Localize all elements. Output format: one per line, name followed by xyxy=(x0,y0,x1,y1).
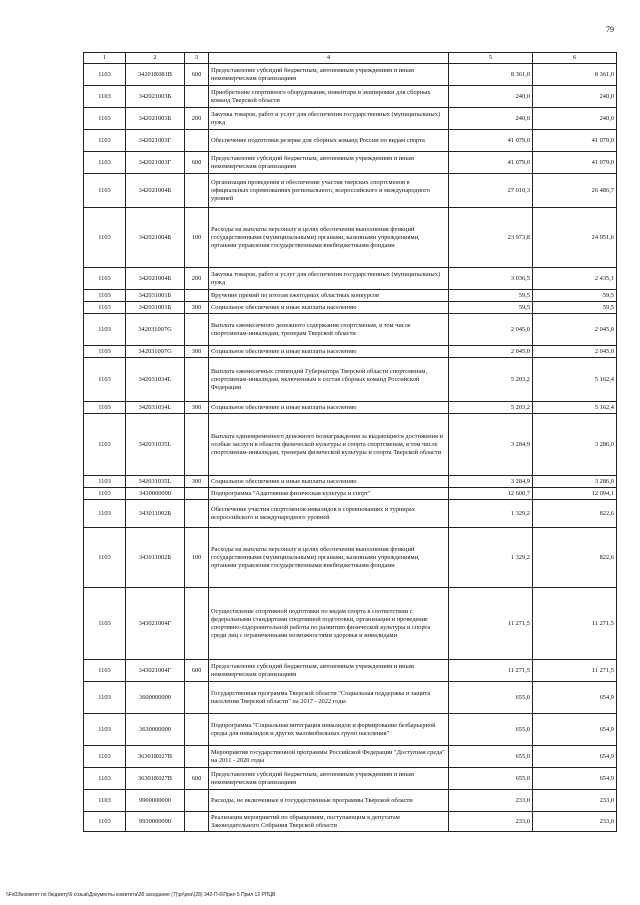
target-article-cell: 9930000000 xyxy=(126,812,185,832)
description-cell: Социальное обеспечение и иные выплаты населению xyxy=(209,402,449,414)
table-body xyxy=(84,64,617,832)
table-row xyxy=(84,714,617,746)
target-article-cell: 342021003Г xyxy=(126,130,185,152)
section-code-cell: 1103 xyxy=(84,86,126,108)
table-row xyxy=(84,476,617,488)
amount-2022-cell: 654,9 xyxy=(533,714,617,746)
expense-type-cell: 200 xyxy=(185,108,209,130)
description-cell: Предоставление субсидий бюджетным, автономным учреждениям и иным некоммерческим организациям xyxy=(209,768,449,790)
file-path-footer: \\Fs03\комитет по бюджету\6 созыв\Документы комитета\28 заседание (7)\pr\рез\(28) 342-П-6\Прил 5 Прил 12 РПЦВ xyxy=(6,892,276,898)
amount-2021-cell: 3 284,9 xyxy=(449,476,533,488)
budget-table xyxy=(83,52,617,832)
amount-2021-cell: 2 045,0 xyxy=(449,314,533,346)
amount-2021-cell: 3 036,5 xyxy=(449,268,533,290)
table-row xyxy=(84,402,617,414)
expense-type-cell: 600 xyxy=(185,64,209,86)
amount-2022-cell: 11 271,5 xyxy=(533,588,617,660)
amount-2021-cell: 27 010,3 xyxy=(449,174,533,208)
section-code-cell: 1103 xyxy=(84,358,126,402)
target-article-cell: 342021003Б xyxy=(126,86,185,108)
amount-2021-cell: 41 079,0 xyxy=(449,152,533,174)
amount-2022-cell: 654,9 xyxy=(533,746,617,768)
amount-2022-cell: 822,6 xyxy=(533,528,617,588)
target-article-cell: 342031001Б xyxy=(126,302,185,314)
amount-2021-cell: 655,0 xyxy=(449,746,533,768)
expense-type-cell xyxy=(185,290,209,302)
amount-2021-cell: 11 271,5 xyxy=(449,660,533,682)
amount-2021-cell: 41 079,0 xyxy=(449,130,533,152)
expense-type-cell xyxy=(185,790,209,812)
target-article-cell: 342031007G xyxy=(126,346,185,358)
target-article-cell: 34201R081В xyxy=(126,64,185,86)
expense-type-cell: 600 xyxy=(185,660,209,682)
table-row xyxy=(84,86,617,108)
target-article-cell: 342031001Б xyxy=(126,290,185,302)
amount-2022-cell: 233,0 xyxy=(533,790,617,812)
table-row xyxy=(84,358,617,402)
column-header: 2 xyxy=(126,53,185,64)
table-row xyxy=(84,500,617,528)
amount-2021-cell: 3 284,9 xyxy=(449,414,533,476)
table-row xyxy=(84,346,617,358)
description-cell: Осуществление спортивной подготовки по видам спорта в соответствии с федеральными стандартами спортивной подготовки, организация и проведение спортивно-оздоровительной работы по развитию физической культуры и спорта среди лиц с ограниченными возможностями здоровья и инвалидами xyxy=(209,588,449,660)
table-row xyxy=(84,268,617,290)
table-row xyxy=(84,64,617,86)
description-cell: Организация проведения и обеспечение участия тверских спортсменов в официальных соревнованиях регионального, всероссийского и международного уровней xyxy=(209,174,449,208)
amount-2021-cell: 8 361,0 xyxy=(449,64,533,86)
section-code-cell: 1103 xyxy=(84,660,126,682)
section-code-cell: 1103 xyxy=(84,346,126,358)
table-row xyxy=(84,414,617,476)
table-row xyxy=(84,174,617,208)
table-row xyxy=(84,314,617,346)
expense-type-cell: 600 xyxy=(185,768,209,790)
table-row xyxy=(84,682,617,714)
section-code-cell: 1103 xyxy=(84,414,126,476)
table-row xyxy=(84,588,617,660)
target-article-cell: 343011002Б xyxy=(126,528,185,588)
description-cell: Закупка товаров, работ и услуг для обеспечения государственных (муниципальных) нужд xyxy=(209,268,449,290)
expense-type-cell xyxy=(185,812,209,832)
section-code-cell: 1103 xyxy=(84,790,126,812)
amount-2022-cell: 822,6 xyxy=(533,500,617,528)
amount-2021-cell: 655,0 xyxy=(449,714,533,746)
amount-2022-cell: 233,0 xyxy=(533,812,617,832)
target-article-cell: 342031007G xyxy=(126,314,185,346)
section-code-cell: 1103 xyxy=(84,500,126,528)
description-cell: Подпрограмма "Социальная интеграция инвалидов и формирование безбарьерной среды для инвалидов и других маломобильных групп населения" xyxy=(209,714,449,746)
section-code-cell: 1103 xyxy=(84,746,126,768)
table-row xyxy=(84,130,617,152)
amount-2021-cell: 233,0 xyxy=(449,812,533,832)
description-cell: Социальное обеспечение и иные выплаты населению xyxy=(209,346,449,358)
target-article-cell: 342031035L xyxy=(126,476,185,488)
section-code-cell: 1103 xyxy=(84,812,126,832)
amount-2022-cell: 5 162,4 xyxy=(533,358,617,402)
description-cell: Мероприятия государственной программы Российской Федерации "Доступная среда" на 2011 - 2020 годы xyxy=(209,746,449,768)
description-cell: Предоставление субсидий бюджетным, автономным учреждениям и иным некоммерческим организациям xyxy=(209,152,449,174)
section-code-cell: 1103 xyxy=(84,488,126,500)
amount-2022-cell: 2 045,0 xyxy=(533,346,617,358)
expense-type-cell xyxy=(185,714,209,746)
description-cell: Реализация мероприятий по обращениям, поступающим к депутатам Законодательного Собрания Тверской области xyxy=(209,812,449,832)
target-article-cell: 343021004Г xyxy=(126,588,185,660)
target-article-cell: 3630000000 xyxy=(126,714,185,746)
expense-type-cell xyxy=(185,414,209,476)
amount-2021-cell: 655,0 xyxy=(449,768,533,790)
section-code-cell: 1103 xyxy=(84,208,126,268)
page-number: 79 xyxy=(606,25,614,34)
target-article-cell: 36301R027В xyxy=(126,768,185,790)
table-header-row xyxy=(84,53,617,64)
amount-2021-cell: 2 045,0 xyxy=(449,346,533,358)
section-code-cell: 1103 xyxy=(84,588,126,660)
amount-2021-cell: 23 973,8 xyxy=(449,208,533,268)
expense-type-cell: 300 xyxy=(185,302,209,314)
table-row xyxy=(84,488,617,500)
section-code-cell: 1103 xyxy=(84,302,126,314)
amount-2021-cell: 5 203,2 xyxy=(449,402,533,414)
expense-type-cell xyxy=(185,500,209,528)
description-cell: Выплата ежемесячных стипендий Губернатора Тверской области спортсменам, спортсменам-инвалидам, включенным в состав сборных команд Российской Федерации xyxy=(209,358,449,402)
description-cell: Выплата единовременного денежного вознаграждения за выдающиеся достижения и особые заслуги в области физической культуры и спорта спортсменам, в том числе спортсменам-инвалидам, тренерам физической культуры и спорта Тверской области xyxy=(209,414,449,476)
section-code-cell: 1103 xyxy=(84,130,126,152)
table-row xyxy=(84,660,617,682)
section-code-cell: 1103 xyxy=(84,64,126,86)
description-cell: Закупка товаров, работ и услуг для обеспечения государственных (муниципальных) нужд xyxy=(209,108,449,130)
target-article-cell: 342021003Б xyxy=(126,108,185,130)
expense-type-cell xyxy=(185,174,209,208)
amount-2021-cell: 12 600,7 xyxy=(449,488,533,500)
amount-2022-cell: 59,5 xyxy=(533,302,617,314)
expense-type-cell: 600 xyxy=(185,152,209,174)
target-article-cell: 342031034L xyxy=(126,402,185,414)
section-code-cell: 1103 xyxy=(84,402,126,414)
amount-2022-cell: 8 361,0 xyxy=(533,64,617,86)
amount-2022-cell: 41 079,0 xyxy=(533,152,617,174)
section-code-cell: 1103 xyxy=(84,476,126,488)
amount-2022-cell: 240,0 xyxy=(533,86,617,108)
description-cell: Вручение премий по итогам ежегодных областных конкурсов xyxy=(209,290,449,302)
target-article-cell: 342021004Б xyxy=(126,208,185,268)
description-cell: Приобретение спортивного оборудования, инвентаря и экипировки для сборных команд Тверской области xyxy=(209,86,449,108)
amount-2021-cell: 11 271,5 xyxy=(449,588,533,660)
description-cell: Расходы на выплаты персоналу в целях обеспечения выполнения функций государственными (муниципальными) органами, казенными учреждениями, органами управления государственными внебюджетными фондами xyxy=(209,208,449,268)
section-code-cell: 1103 xyxy=(84,682,126,714)
expense-type-cell xyxy=(185,86,209,108)
section-code-cell: 1103 xyxy=(84,314,126,346)
amount-2022-cell: 654,9 xyxy=(533,682,617,714)
expense-type-cell: 300 xyxy=(185,476,209,488)
column-header: 5 xyxy=(449,53,533,64)
amount-2022-cell: 26 486,7 xyxy=(533,174,617,208)
section-code-cell: 1103 xyxy=(84,528,126,588)
target-article-cell: 3600000000 xyxy=(126,682,185,714)
description-cell: Предоставление субсидий бюджетным, автономным учреждениям и иным некоммерческим организациям xyxy=(209,64,449,86)
table-row xyxy=(84,790,617,812)
table-row xyxy=(84,746,617,768)
column-header: 1 xyxy=(84,53,126,64)
table-row xyxy=(84,108,617,130)
amount-2022-cell: 2 045,0 xyxy=(533,314,617,346)
expense-type-cell: 300 xyxy=(185,346,209,358)
target-article-cell: 342021003Г xyxy=(126,152,185,174)
target-article-cell: 342021004Б xyxy=(126,268,185,290)
target-article-cell: 9900000000 xyxy=(126,790,185,812)
amount-2021-cell: 1 329,2 xyxy=(449,500,533,528)
target-article-cell: 342021004Б xyxy=(126,174,185,208)
table-row xyxy=(84,528,617,588)
target-article-cell: 342031035L xyxy=(126,414,185,476)
section-code-cell: 1103 xyxy=(84,174,126,208)
target-article-cell: 3430000000 xyxy=(126,488,185,500)
expense-type-cell xyxy=(185,358,209,402)
amount-2021-cell: 233,0 xyxy=(449,790,533,812)
expense-type-cell: 300 xyxy=(185,402,209,414)
description-cell: Расходы, не включенные в государственные программы Тверской области xyxy=(209,790,449,812)
expense-type-cell xyxy=(185,682,209,714)
amount-2021-cell: 59,5 xyxy=(449,302,533,314)
amount-2022-cell: 24 051,6 xyxy=(533,208,617,268)
description-cell: Расходы на выплаты персоналу в целях обеспечения выполнения функций государственными (муниципальными) органами, казенными учреждениями, органами управления государственными внебюджетными фондами xyxy=(209,528,449,588)
amount-2022-cell: 11 271,5 xyxy=(533,660,617,682)
amount-2021-cell: 240,0 xyxy=(449,86,533,108)
amount-2022-cell: 3 286,0 xyxy=(533,414,617,476)
amount-2021-cell: 5 203,2 xyxy=(449,358,533,402)
column-header: 4 xyxy=(209,53,449,64)
description-cell: Предоставление субсидий бюджетным, автономным учреждениям и иным некоммерческим организациям xyxy=(209,660,449,682)
expense-type-cell xyxy=(185,314,209,346)
target-article-cell: 343021004Г xyxy=(126,660,185,682)
amount-2022-cell: 59,5 xyxy=(533,290,617,302)
table-row xyxy=(84,152,617,174)
target-article-cell: 342031034L xyxy=(126,358,185,402)
table-row xyxy=(84,208,617,268)
description-cell: Социальное обеспечение и иные выплаты населению xyxy=(209,302,449,314)
table-row xyxy=(84,290,617,302)
target-article-cell: 36301R027В xyxy=(126,746,185,768)
section-code-cell: 1103 xyxy=(84,108,126,130)
section-code-cell: 1103 xyxy=(84,768,126,790)
description-cell: Обеспечение подготовки резерва для сборных команд России по видам спорта xyxy=(209,130,449,152)
expense-type-cell: 100 xyxy=(185,528,209,588)
amount-2021-cell: 240,0 xyxy=(449,108,533,130)
description-cell: Социальное обеспечение и иные выплаты населению xyxy=(209,476,449,488)
description-cell: Выплата ежемесячного денежного содержания спортсменам, в том числе спортсменам-инвалидам, тренерам Тверской области xyxy=(209,314,449,346)
description-cell: Подпрограмма "Адаптивная физическая культура и спорт" xyxy=(209,488,449,500)
amount-2022-cell: 3 286,0 xyxy=(533,476,617,488)
amount-2021-cell: 59,5 xyxy=(449,290,533,302)
column-header: 6 xyxy=(533,53,617,64)
table-row xyxy=(84,812,617,832)
section-code-cell: 1103 xyxy=(84,714,126,746)
description-cell: Обеспечение участия спортсменов-инвалидов в соревнованиях и турнирах всероссийского и международного уровней xyxy=(209,500,449,528)
section-code-cell: 1103 xyxy=(84,290,126,302)
amount-2022-cell: 654,9 xyxy=(533,768,617,790)
amount-2022-cell: 240,0 xyxy=(533,108,617,130)
section-code-cell: 1103 xyxy=(84,152,126,174)
amount-2022-cell: 2 435,1 xyxy=(533,268,617,290)
table-row xyxy=(84,768,617,790)
expense-type-cell xyxy=(185,588,209,660)
expense-type-cell xyxy=(185,130,209,152)
amount-2022-cell: 5 162,4 xyxy=(533,402,617,414)
section-code-cell: 1103 xyxy=(84,268,126,290)
expense-type-cell: 200 xyxy=(185,268,209,290)
target-article-cell: 343011002Б xyxy=(126,500,185,528)
description-cell: Государственная программа Тверской области "Социальная поддержка и защита населения Тверской области" на 2017 - 2022 годы xyxy=(209,682,449,714)
expense-type-cell xyxy=(185,746,209,768)
amount-2021-cell: 655,0 xyxy=(449,682,533,714)
amount-2021-cell: 1 329,2 xyxy=(449,528,533,588)
amount-2022-cell: 41 079,0 xyxy=(533,130,617,152)
expense-type-cell: 100 xyxy=(185,208,209,268)
amount-2022-cell: 12 094,1 xyxy=(533,488,617,500)
table-row xyxy=(84,302,617,314)
expense-type-cell xyxy=(185,488,209,500)
column-header: 3 xyxy=(185,53,209,64)
